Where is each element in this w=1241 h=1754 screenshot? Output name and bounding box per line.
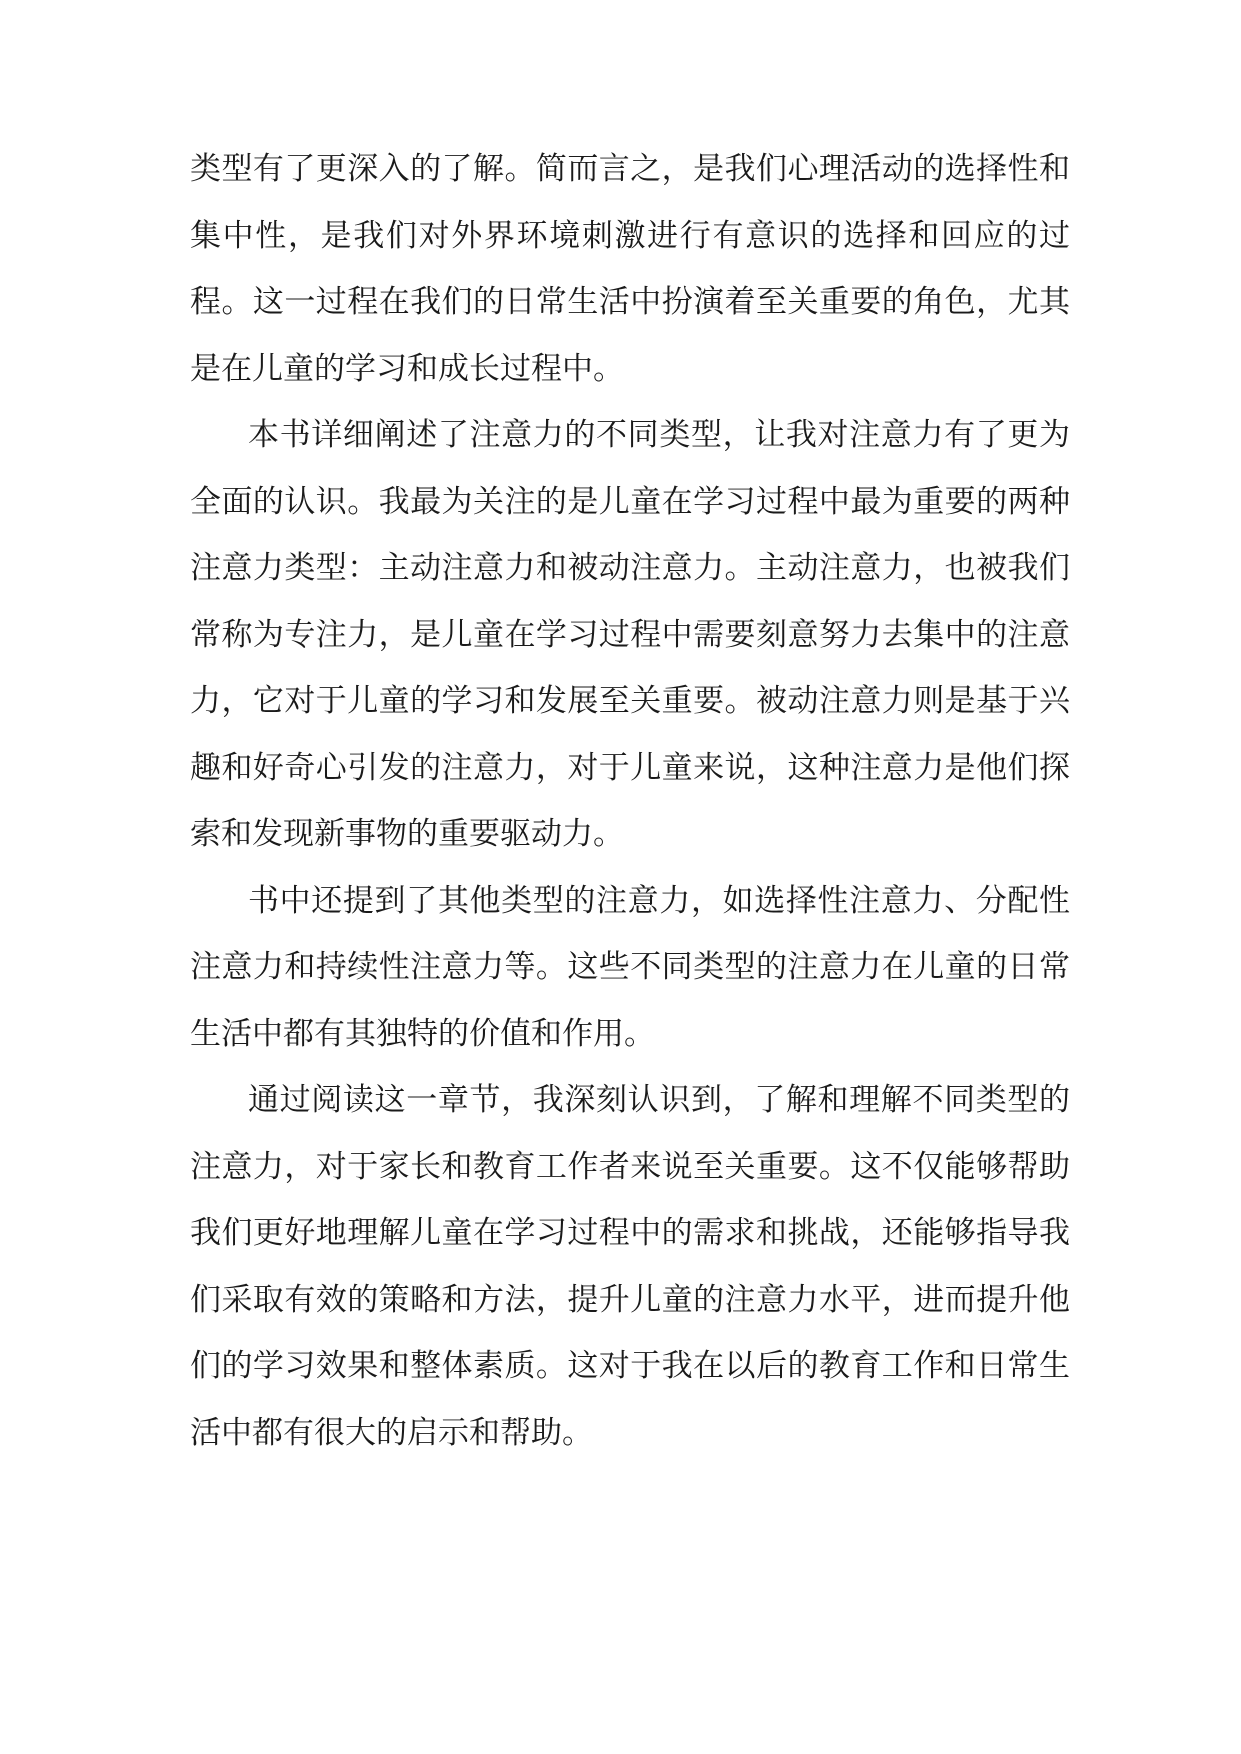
- document-body: [190, 136, 1070, 1466]
- paragraph-1: 类型有了更深入的了解。简而言之，是我们心理活动的选择性和集中性，是我们对外界环境刺激进行有意识的选择和回应的过程。这一过程在我们的日常生活中扮演着至关重要的角色，尤其是在儿童的学习和成长过程中。: [190, 151, 1070, 387]
- paragraph-3: 书中还提到了其他类型的注意力，如选择性注意力、分配性注意力和持续性注意力等。这些不同类型的注意力在儿童的日常生活中都有其独特的价值和作用。: [190, 882, 1070, 1052]
- paragraph-4: 通过阅读这一章节，我深刻认识到，了解和理解不同类型的注意力，对于家长和教育工作者来说至关重要。这不仅能够帮助我们更好地理解儿童在学习过程中的需求和挑战，还能够指导我们采取有效的策略和方法，提升儿童的注意力水平，进而提升他们的学习效果和整体素质。这对于我在以后的教育工作和日常生活中都有很大的启示和帮助。: [190, 1082, 1070, 1451]
- paragraph-2: 本书详细阐述了注意力的不同类型，让我对注意力有了更为全面的认识。我最为关注的是儿童在学习过程中最为重要的两种注意力类型：主动注意力和被动注意力。主动注意力，也被我们常称为专注力，是儿童在学习过程中需要刻意努力去集中的注意力，它对于儿童的学习和发展至关重要。被动注意力则是基于兴趣和好奇心引发的注意力，对于儿童来说，这种注意力是他们探索和发现新事物的重要驱动力。: [190, 417, 1070, 852]
